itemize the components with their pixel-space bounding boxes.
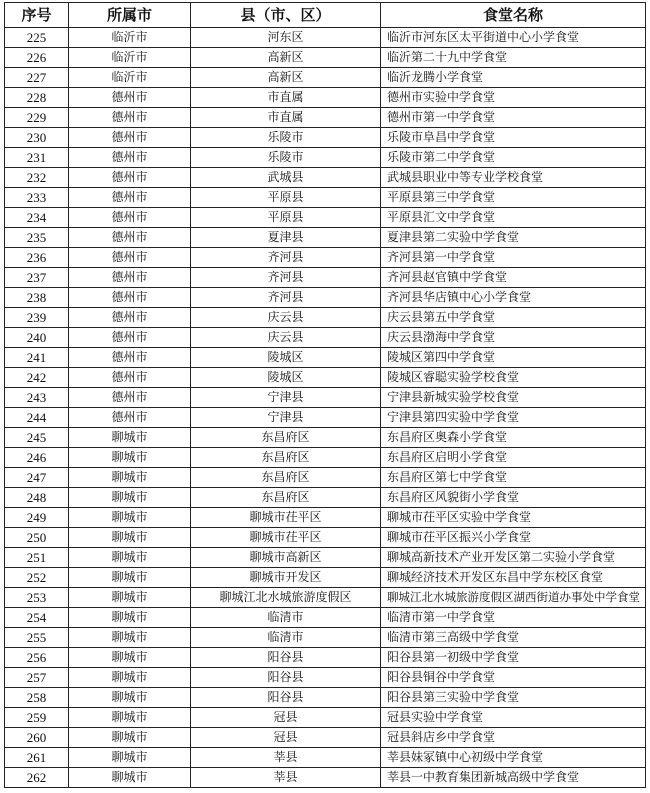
city-cell: 聊城市 <box>69 448 191 468</box>
canteen-name-cell: 陵城区睿聪实验学校食堂 <box>381 368 646 388</box>
table-row <box>5 708 646 728</box>
canteen-name-cell: 聊城市茌平区实验中学食堂 <box>381 508 646 528</box>
city-cell: 聊城市 <box>69 548 191 568</box>
table-row <box>5 588 646 608</box>
county-cell: 庆云县 <box>191 328 381 348</box>
canteen-name-cell: 阳谷县第一初级中学食堂 <box>381 648 646 668</box>
table-header-row <box>5 3 646 28</box>
city-cell: 临沂市 <box>69 48 191 68</box>
city-cell: 德州市 <box>69 228 191 248</box>
canteen-name-cell: 临清市第一中学食堂 <box>381 608 646 628</box>
canteen-name-cell: 平原县第三中学食堂 <box>381 188 646 208</box>
county-cell: 高新区 <box>191 48 381 68</box>
city-cell: 德州市 <box>69 348 191 368</box>
canteen-name-cell: 庆云县第五中学食堂 <box>381 308 646 328</box>
city-cell: 德州市 <box>69 308 191 328</box>
county-cell: 陵城区 <box>191 348 381 368</box>
canteen-name-cell: 东昌府区奥森小学食堂 <box>381 428 646 448</box>
canteen-name-cell: 夏津县第二实验中学食堂 <box>381 228 646 248</box>
county-cell: 莘县 <box>191 768 381 788</box>
canteen-name-cell: 临沂市河东区太平街道中心小学食堂 <box>381 28 646 48</box>
canteen-name-cell: 齐河县赵官镇中学食堂 <box>381 268 646 288</box>
serial-number-cell: 256 <box>5 648 69 668</box>
city-cell: 聊城市 <box>69 428 191 448</box>
county-cell: 河东区 <box>191 28 381 48</box>
county-cell: 阳谷县 <box>191 648 381 668</box>
city-cell: 德州市 <box>69 108 191 128</box>
table-row <box>5 228 646 248</box>
serial-number-cell: 260 <box>5 728 69 748</box>
county-cell: 乐陵市 <box>191 148 381 168</box>
canteen-name-cell: 东昌府区第七中学食堂 <box>381 468 646 488</box>
city-cell: 德州市 <box>69 368 191 388</box>
serial-number-cell: 227 <box>5 68 69 88</box>
county-cell: 东昌府区 <box>191 468 381 488</box>
serial-number-cell: 244 <box>5 408 69 428</box>
table-row <box>5 28 646 48</box>
table-row <box>5 88 646 108</box>
table-row <box>5 208 646 228</box>
city-cell: 德州市 <box>69 268 191 288</box>
table-row <box>5 688 646 708</box>
serial-number-cell: 251 <box>5 548 69 568</box>
table-row <box>5 288 646 308</box>
canteen-table <box>4 2 646 788</box>
county-cell: 冠县 <box>191 708 381 728</box>
city-cell: 聊城市 <box>69 768 191 788</box>
serial-number-cell: 242 <box>5 368 69 388</box>
canteen-name-cell: 聊城高新技术产业开发区第二实验小学食堂 <box>381 548 646 568</box>
serial-number-cell: 249 <box>5 508 69 528</box>
county-cell: 庆云县 <box>191 308 381 328</box>
serial-number-cell: 248 <box>5 488 69 508</box>
canteen-name-cell: 莘县一中教育集团新城高级中学食堂 <box>381 768 646 788</box>
serial-number-cell: 259 <box>5 708 69 728</box>
canteen-name-cell: 临清市第三高级中学食堂 <box>381 628 646 648</box>
serial-number-cell: 258 <box>5 688 69 708</box>
canteen-name-cell: 冠县斜店乡中学食堂 <box>381 728 646 748</box>
county-cell: 东昌府区 <box>191 448 381 468</box>
serial-number-cell: 225 <box>5 28 69 48</box>
city-cell: 德州市 <box>69 188 191 208</box>
county-cell: 齐河县 <box>191 288 381 308</box>
city-cell: 德州市 <box>69 288 191 308</box>
table-row <box>5 108 646 128</box>
serial-number-cell: 243 <box>5 388 69 408</box>
city-cell: 德州市 <box>69 128 191 148</box>
serial-number-cell: 234 <box>5 208 69 228</box>
table-row <box>5 308 646 328</box>
city-cell: 聊城市 <box>69 628 191 648</box>
canteen-name-cell: 莘县妹冢镇中心初级中学食堂 <box>381 748 646 768</box>
serial-number-cell: 239 <box>5 308 69 328</box>
canteen-name-cell: 德州市第一中学食堂 <box>381 108 646 128</box>
table-row <box>5 768 646 788</box>
city-cell: 德州市 <box>69 168 191 188</box>
serial-number-cell: 231 <box>5 148 69 168</box>
serial-number-cell: 228 <box>5 88 69 108</box>
canteen-name-cell: 武城县职业中等专业学校食堂 <box>381 168 646 188</box>
county-cell: 平原县 <box>191 188 381 208</box>
table-row <box>5 488 646 508</box>
county-cell: 乐陵市 <box>191 128 381 148</box>
header-serial-number: 序号 <box>5 3 69 28</box>
county-cell: 齐河县 <box>191 248 381 268</box>
table-row <box>5 628 646 648</box>
county-cell: 冠县 <box>191 728 381 748</box>
city-cell: 德州市 <box>69 408 191 428</box>
serial-number-cell: 229 <box>5 108 69 128</box>
city-cell: 聊城市 <box>69 708 191 728</box>
table-row <box>5 68 646 88</box>
serial-number-cell: 245 <box>5 428 69 448</box>
canteen-name-cell: 聊城市茌平区振兴小学食堂 <box>381 528 646 548</box>
table-row <box>5 608 646 628</box>
table-row <box>5 248 646 268</box>
serial-number-cell: 253 <box>5 588 69 608</box>
county-cell: 东昌府区 <box>191 428 381 448</box>
county-cell: 聊城江北水城旅游度假区 <box>191 588 381 608</box>
canteen-name-cell: 临沂第二十九中学食堂 <box>381 48 646 68</box>
canteen-name-cell: 平原县汇文中学食堂 <box>381 208 646 228</box>
serial-number-cell: 262 <box>5 768 69 788</box>
table-row <box>5 748 646 768</box>
table-row <box>5 388 646 408</box>
county-cell: 市直属 <box>191 108 381 128</box>
serial-number-cell: 235 <box>5 228 69 248</box>
table-row <box>5 528 646 548</box>
table-row <box>5 128 646 148</box>
serial-number-cell: 237 <box>5 268 69 288</box>
county-cell: 临清市 <box>191 608 381 628</box>
county-cell: 聊城市茌平区 <box>191 528 381 548</box>
county-cell: 武城县 <box>191 168 381 188</box>
county-cell: 聊城市高新区 <box>191 548 381 568</box>
county-cell: 莘县 <box>191 748 381 768</box>
canteen-name-cell: 聊城江北水城旅游度假区湖西街道办事处中学食堂 <box>381 588 646 608</box>
county-cell: 市直属 <box>191 88 381 108</box>
table-row <box>5 668 646 688</box>
canteen-name-cell: 阳谷县铜谷中学食堂 <box>381 668 646 688</box>
table-row <box>5 648 646 668</box>
table-body <box>5 28 646 788</box>
city-cell: 德州市 <box>69 208 191 228</box>
table-row <box>5 548 646 568</box>
table-row <box>5 168 646 188</box>
table-row <box>5 268 646 288</box>
serial-number-cell: 232 <box>5 168 69 188</box>
county-cell: 阳谷县 <box>191 668 381 688</box>
table-row <box>5 428 646 448</box>
city-cell: 聊城市 <box>69 508 191 528</box>
county-cell: 阳谷县 <box>191 688 381 708</box>
city-cell: 聊城市 <box>69 588 191 608</box>
county-cell: 东昌府区 <box>191 488 381 508</box>
city-cell: 聊城市 <box>69 488 191 508</box>
header-county: 县（市、区） <box>191 3 381 28</box>
serial-number-cell: 255 <box>5 628 69 648</box>
city-cell: 聊城市 <box>69 568 191 588</box>
city-cell: 聊城市 <box>69 648 191 668</box>
city-cell: 德州市 <box>69 248 191 268</box>
table-row <box>5 568 646 588</box>
canteen-name-cell: 齐河县第一中学食堂 <box>381 248 646 268</box>
serial-number-cell: 246 <box>5 448 69 468</box>
table-row <box>5 148 646 168</box>
county-cell: 夏津县 <box>191 228 381 248</box>
county-cell: 陵城区 <box>191 368 381 388</box>
county-cell: 齐河县 <box>191 268 381 288</box>
county-cell: 宁津县 <box>191 388 381 408</box>
canteen-name-cell: 东昌府区风貌街小学食堂 <box>381 488 646 508</box>
city-cell: 德州市 <box>69 148 191 168</box>
canteen-name-cell: 东昌府区启明小学食堂 <box>381 448 646 468</box>
canteen-name-cell: 齐河县华店镇中心小学食堂 <box>381 288 646 308</box>
city-cell: 德州市 <box>69 88 191 108</box>
canteen-name-cell: 庆云县渤海中学食堂 <box>381 328 646 348</box>
canteen-name-cell: 宁津县新城实验学校食堂 <box>381 388 646 408</box>
table-row <box>5 48 646 68</box>
serial-number-cell: 254 <box>5 608 69 628</box>
serial-number-cell: 226 <box>5 48 69 68</box>
city-cell: 临沂市 <box>69 28 191 48</box>
canteen-name-cell: 聊城经济技术开发区东昌中学东校区食堂 <box>381 568 646 588</box>
canteen-name-cell: 陵城区第四中学食堂 <box>381 348 646 368</box>
city-cell: 德州市 <box>69 388 191 408</box>
serial-number-cell: 238 <box>5 288 69 308</box>
serial-number-cell: 241 <box>5 348 69 368</box>
city-cell: 德州市 <box>69 328 191 348</box>
serial-number-cell: 252 <box>5 568 69 588</box>
city-cell: 聊城市 <box>69 468 191 488</box>
serial-number-cell: 236 <box>5 248 69 268</box>
city-cell: 聊城市 <box>69 608 191 628</box>
city-cell: 聊城市 <box>69 528 191 548</box>
city-cell: 临沂市 <box>69 68 191 88</box>
canteen-name-cell: 冠县实验中学食堂 <box>381 708 646 728</box>
canteen-name-cell: 阳谷县第三实验中学食堂 <box>381 688 646 708</box>
county-cell: 聊城市茌平区 <box>191 508 381 528</box>
canteen-name-cell: 乐陵市第二中学食堂 <box>381 148 646 168</box>
county-cell: 聊城市开发区 <box>191 568 381 588</box>
city-cell: 聊城市 <box>69 668 191 688</box>
county-cell: 宁津县 <box>191 408 381 428</box>
table-row <box>5 328 646 348</box>
city-cell: 聊城市 <box>69 728 191 748</box>
canteen-name-cell: 宁津县第四实验中学食堂 <box>381 408 646 428</box>
table-row <box>5 408 646 428</box>
city-cell: 聊城市 <box>69 748 191 768</box>
canteen-name-cell: 德州市实验中学食堂 <box>381 88 646 108</box>
serial-number-cell: 240 <box>5 328 69 348</box>
serial-number-cell: 233 <box>5 188 69 208</box>
serial-number-cell: 257 <box>5 668 69 688</box>
table-row <box>5 728 646 748</box>
city-cell: 聊城市 <box>69 688 191 708</box>
table-row <box>5 508 646 528</box>
serial-number-cell: 247 <box>5 468 69 488</box>
header-canteen-name: 食堂名称 <box>381 3 646 28</box>
county-cell: 高新区 <box>191 68 381 88</box>
serial-number-cell: 250 <box>5 528 69 548</box>
canteen-name-cell: 临沂龙腾小学食堂 <box>381 68 646 88</box>
table-row <box>5 188 646 208</box>
table-row <box>5 468 646 488</box>
header-city: 所属市 <box>69 3 191 28</box>
table-row <box>5 368 646 388</box>
table-row <box>5 448 646 468</box>
canteen-name-cell: 乐陵市阜昌中学食堂 <box>381 128 646 148</box>
serial-number-cell: 230 <box>5 128 69 148</box>
county-cell: 平原县 <box>191 208 381 228</box>
table-row <box>5 348 646 368</box>
serial-number-cell: 261 <box>5 748 69 768</box>
county-cell: 临清市 <box>191 628 381 648</box>
